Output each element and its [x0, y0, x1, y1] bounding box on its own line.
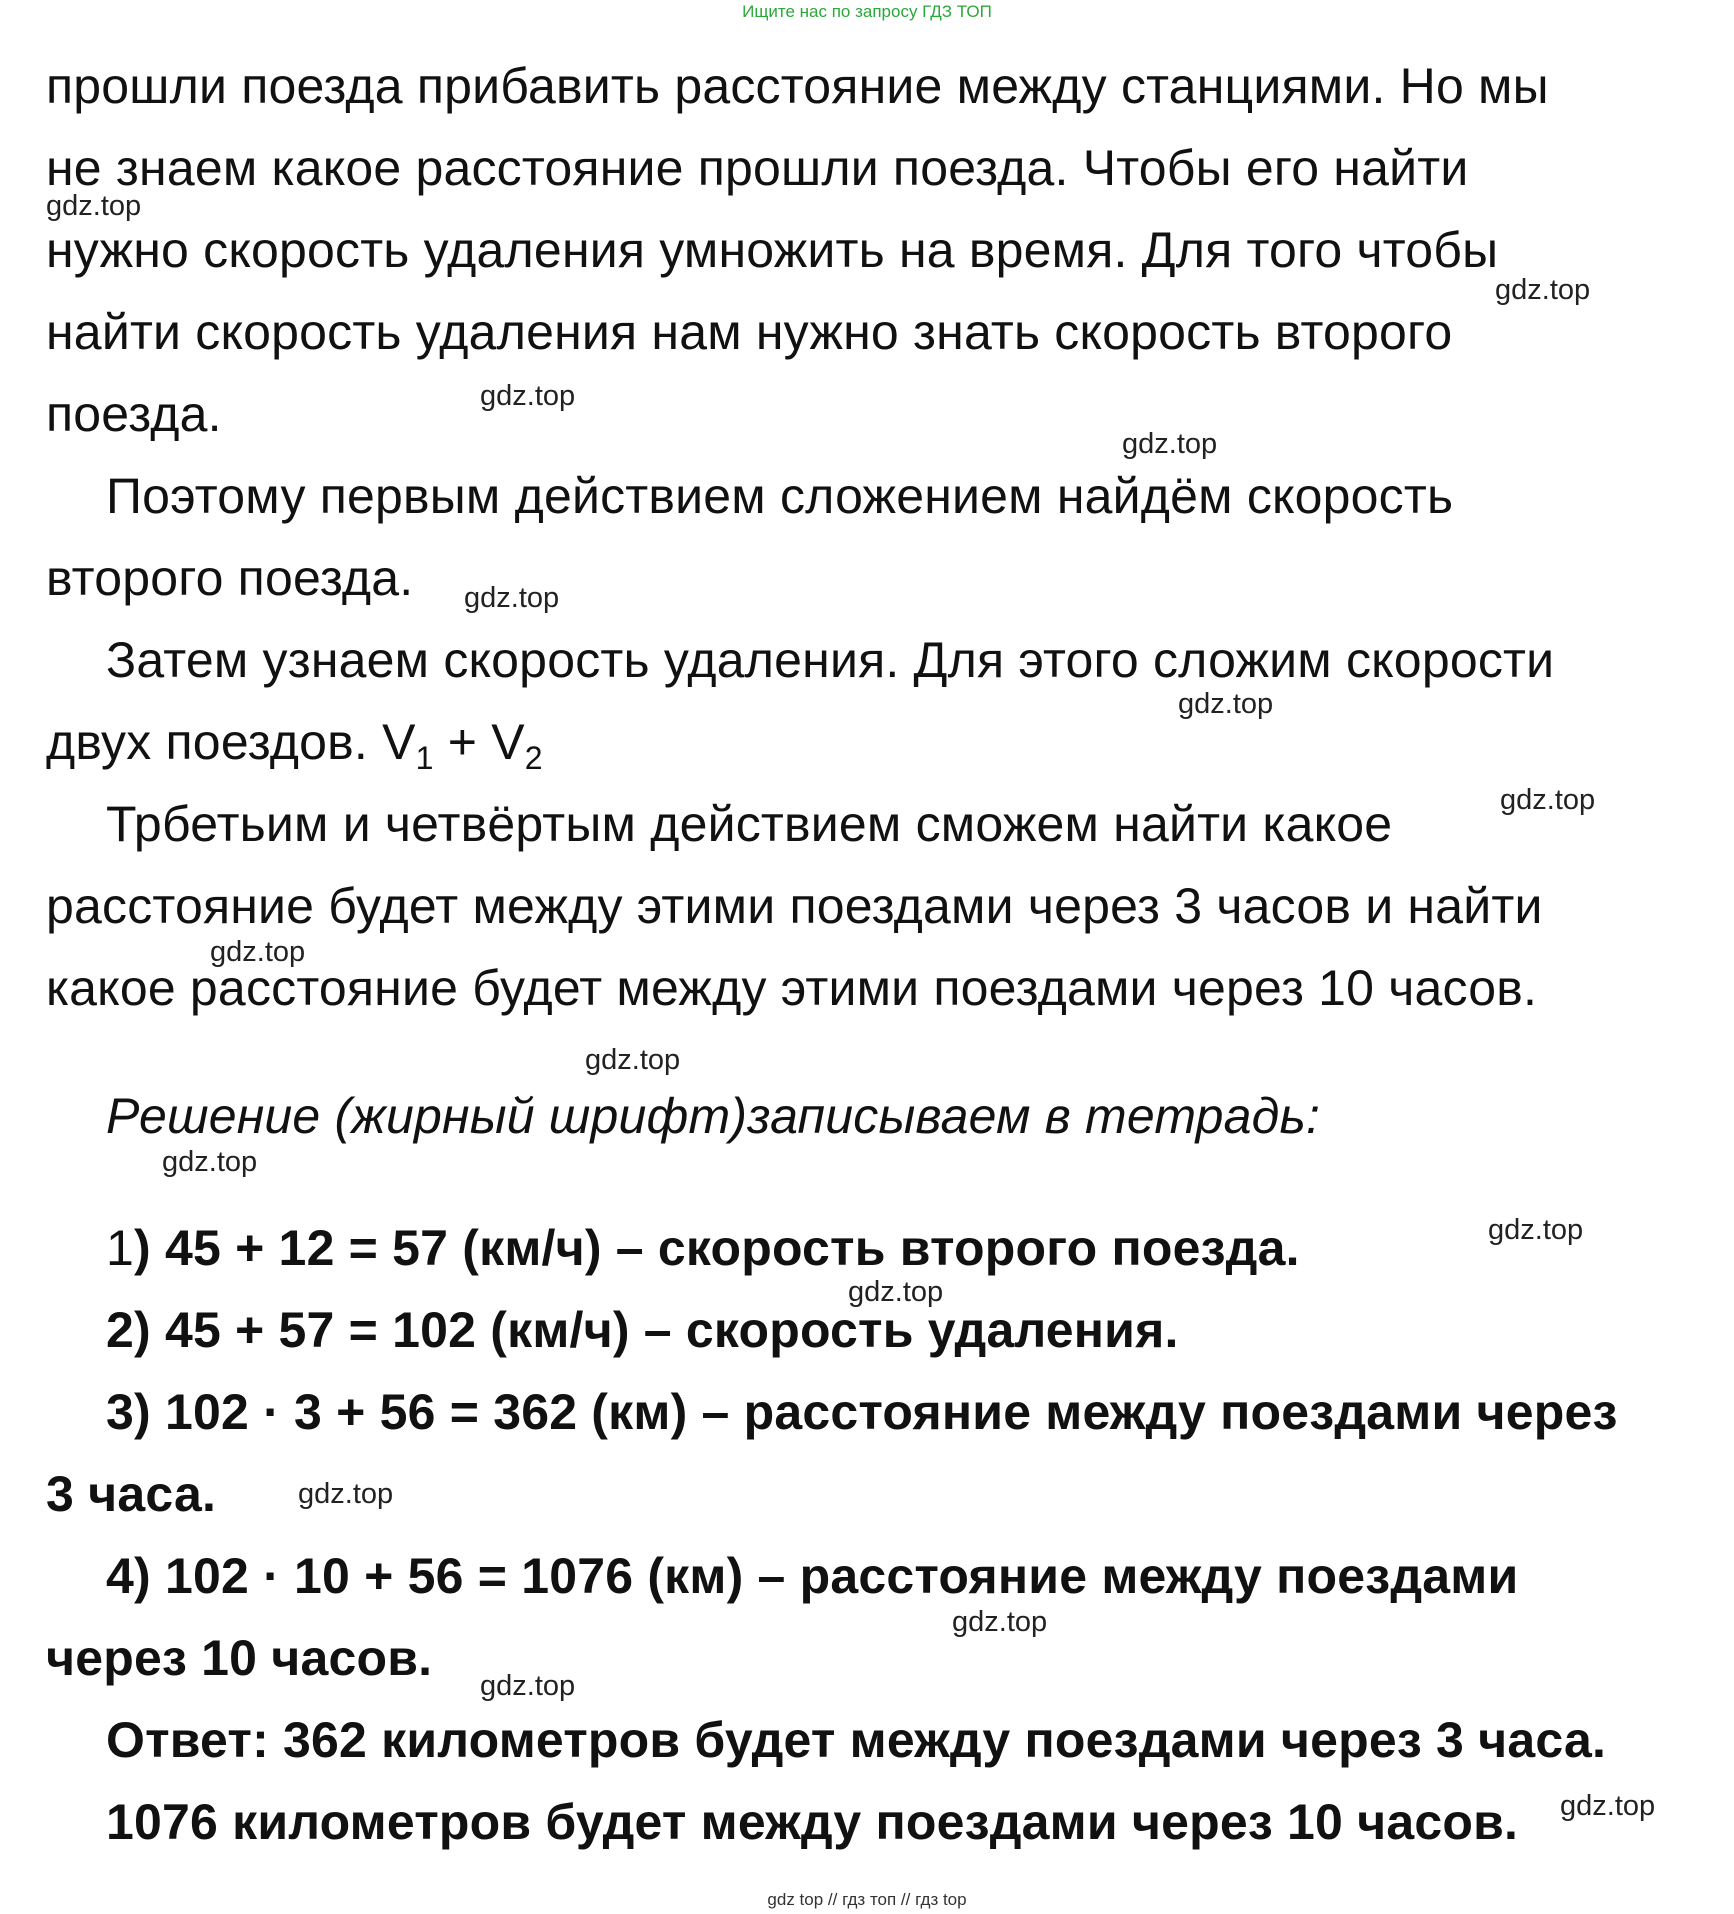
watermark: gdz.top	[480, 380, 576, 412]
watermark: gdz.top	[1488, 1214, 1584, 1246]
watermark: gdz.top	[46, 190, 142, 222]
formula-plus: + V	[433, 714, 525, 770]
watermark: gdz.top	[1560, 1790, 1656, 1822]
step-3: 3) 102 · 3 + 56 = 362 (км) – расстояние между поездами через	[106, 1384, 1618, 1440]
step-1	[106, 1218, 1300, 1278]
watermark: gdz.top	[585, 1044, 681, 1076]
watermark: gdz.top	[298, 1478, 394, 1510]
step-3-cont: 3 часа.	[46, 1466, 217, 1522]
text-line: найти скорость удаления нам нужно знать скорость второго	[46, 304, 1453, 360]
step-4: 4) 102 · 10 + 56 = 1076 (км) – расстояние между поездами	[106, 1548, 1519, 1604]
watermark: gdz.top	[464, 582, 560, 614]
watermark: gdz.top	[848, 1276, 944, 1308]
watermark: gdz.top	[1495, 274, 1591, 306]
solution-heading: Решение (жирный шрифт)записываем в тетрадь:	[106, 1088, 1321, 1144]
text-line: не знаем какое расстояние прошли поезда. Чтобы его найти	[46, 140, 1469, 196]
watermark: gdz.top	[1500, 784, 1596, 816]
text-line: прошли поезда прибавить расстояние между станциями. Но мы	[46, 58, 1549, 114]
watermark: gdz.top	[210, 936, 306, 968]
text-line: Поэтому первым действием сложением найдём скорость	[106, 468, 1454, 524]
text-line: расстояние будет между этими поездами через 3 часов и найти	[46, 878, 1543, 934]
subscript-1: 1	[415, 740, 434, 776]
answer-line-2: 1076 километров будет между поездами через 10 часов.	[106, 1794, 1519, 1850]
text-line: второго поезда.	[46, 550, 414, 606]
formula-prefix: двух поездов. V	[46, 714, 416, 770]
step-1-number: 1	[106, 1220, 135, 1276]
text-line: какое расстояние будет между этими поездами через 10 часов.	[46, 960, 1538, 1016]
subscript-2: 2	[524, 740, 543, 776]
step-2: 2) 45 + 57 = 102 (км/ч) – скорость удаления.	[106, 1302, 1179, 1358]
step-1-text: ) 45 + 12 = 57 (км/ч) – скорость второго поезда.	[134, 1220, 1300, 1276]
footer: gdz top // гдз топ // гдз top	[767, 1890, 967, 1909]
text-line: Трбетьим и четвёртым действием сможем найти какое	[106, 796, 1393, 852]
step-4-cont: через 10 часов.	[46, 1630, 433, 1686]
watermark: gdz.top	[1122, 428, 1218, 460]
watermark: gdz.top	[1178, 688, 1274, 720]
watermark: gdz.top	[480, 1670, 576, 1702]
watermark: gdz.top	[952, 1606, 1048, 1638]
text-line: нужно скорость удаления умножить на время. Для того чтобы	[46, 222, 1499, 278]
text-line: поезда.	[46, 386, 222, 442]
answer-line-1: Ответ: 362 километров будет между поездами через 3 часа.	[106, 1712, 1607, 1768]
text-line-formula	[46, 712, 543, 788]
text-line: Затем узнаем скорость удаления. Для этого сложим скорости	[106, 632, 1555, 688]
watermark: gdz.top	[162, 1146, 258, 1178]
top-banner: Ищите нас по запросу ГДЗ ТОП	[742, 2, 992, 21]
